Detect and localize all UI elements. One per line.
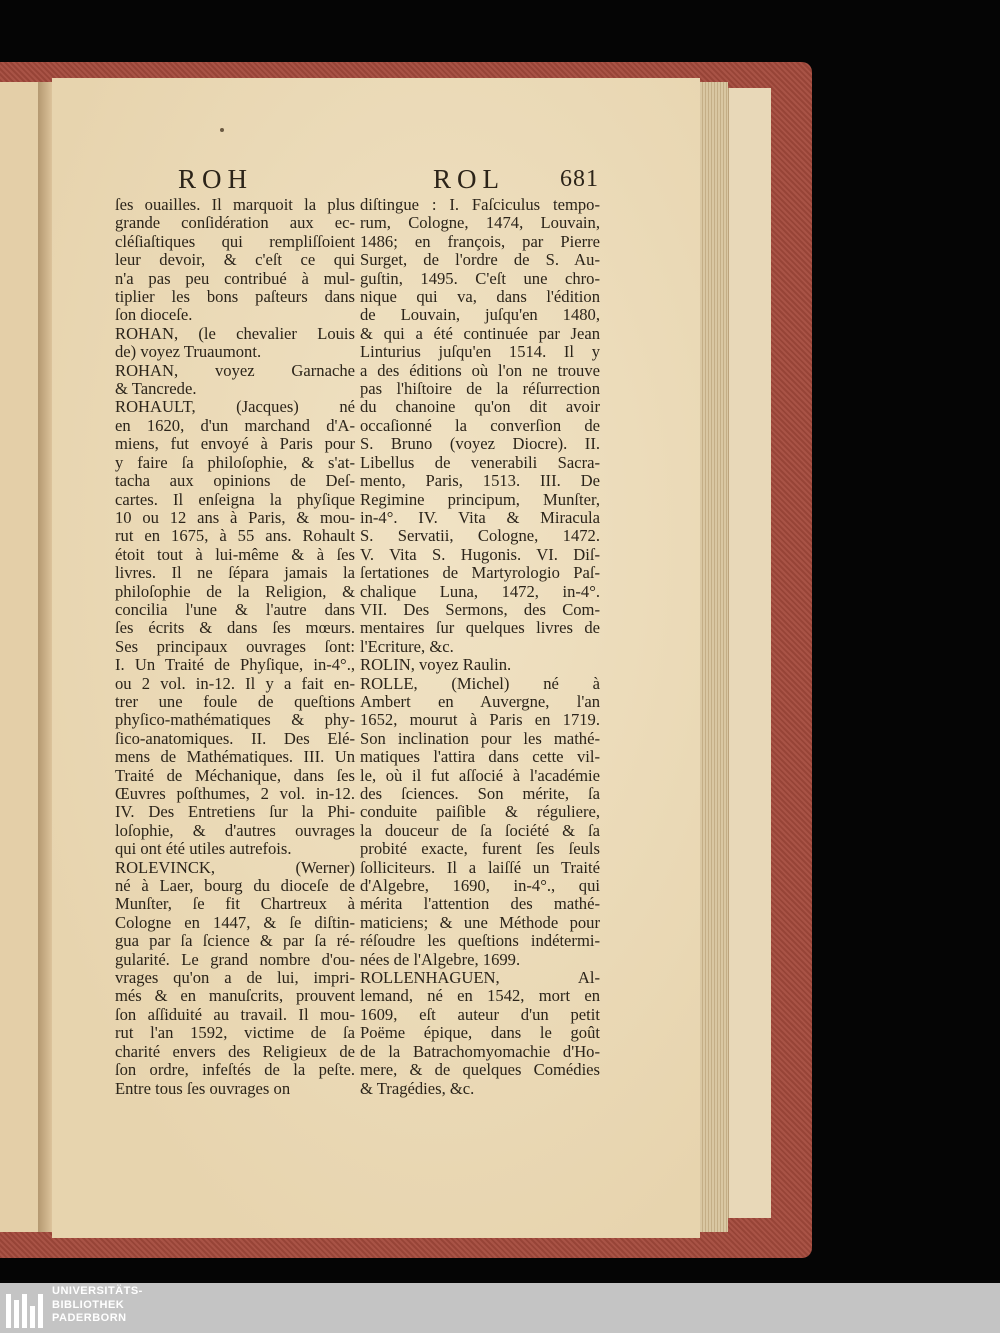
text-line: gularité. Le grand nombre d'ou- [115, 949, 355, 969]
text-line: mere, & de quelques Comédies [360, 1060, 600, 1080]
text-line: loſophie, & d'autres ouvrages [115, 820, 355, 840]
text-line: S. Bruno (voyez Diocre). II. [360, 434, 600, 454]
text-line: phyſico-mathématiques & phy- [115, 710, 355, 730]
text-column-right [360, 196, 600, 1098]
page-number: 681 [560, 166, 599, 192]
text-line: leur devoir, & c'eſt ce qui [115, 250, 355, 270]
text-line: conduite paiſible & réguliere, [360, 802, 600, 822]
library-name-line: BIBLIOTHEK [52, 1298, 125, 1311]
left-page-edge [0, 82, 40, 1232]
text-line: miens, fut envoyé à Paris pour [115, 434, 355, 454]
text-line: mento, Paris, 1513. III. De [360, 471, 600, 491]
text-line: Ses principaux ouvrages ſont: [115, 636, 355, 656]
library-name [52, 1285, 143, 1326]
text-line: tiplier les bons paſteurs dans [115, 287, 355, 307]
text-line: ROHAN, voyez Garnache [115, 360, 355, 380]
text-line: a des éditions où l'on ne trouve [360, 360, 600, 380]
page-edges [700, 82, 728, 1232]
text-column-left [115, 196, 355, 1098]
text-line: d'Algebre, 1690, in-4°., qui [360, 876, 600, 896]
text-line: 10 ou 12 ans à Paris, & mou- [115, 507, 355, 527]
text-line: qui ont été utiles autrefois. [115, 839, 292, 859]
text-line: gua par ſa ſcience & par ſa ré- [115, 931, 355, 951]
text-line: mérita l'attention des mathé- [360, 894, 600, 914]
text-line: diſtingue : I. Faſciculus tempo- [360, 195, 600, 214]
text-line: concilia l'une & l'autre dans [115, 599, 355, 619]
text-line: ſon dioceſe. [115, 305, 193, 325]
text-line: vrages qu'on a de lui, impri- [115, 968, 355, 988]
text-line: IV. Des Entretiens ſur la Phi- [115, 802, 355, 822]
text-line: S. Servatii, Cologne, 1472. [360, 526, 600, 546]
text-line: de la Batrachomyomachie d'Ho- [360, 1041, 600, 1061]
footer-bar [0, 1283, 1000, 1333]
text-line: ROLEVINCK, (Werner) [115, 857, 355, 877]
text-line: lemand, né en 1542, mort en [360, 986, 600, 1006]
text-line: mentaires ſur quelques livres de [360, 618, 600, 638]
text-line: Surget, de l'ordre de S. Au- [360, 250, 600, 270]
library-name-line: UNIVERSITÄTS- [52, 1285, 143, 1297]
text-line: de) voyez Truaumont. [115, 342, 262, 362]
text-line: ſico-anatomiques. II. Des Elé- [115, 728, 355, 748]
text-line: probité exacte, furent ſes ſeuls [360, 839, 600, 859]
text-line: Son inclination pour les mathé- [360, 728, 600, 748]
text-line: VII. Des Sermons, des Com- [360, 599, 600, 619]
text-line: 1486; en françois, par Pierre [360, 231, 600, 251]
text-line: étoit tout à lui-même & à ſes [115, 544, 355, 564]
text-line: més & en manuſcrits, prouvent [115, 986, 355, 1006]
text-line: livres. Il ne ſépara jamais la [115, 563, 355, 583]
text-line: mens de Mathématiques. III. Un [115, 747, 355, 767]
text-line: ROLLE, (Michel) né à [360, 673, 600, 693]
text-line: Poëme épique, dans le goût [360, 1023, 600, 1043]
text-line: ROLIN, voyez Raulin. [360, 655, 512, 675]
text-line: n'a pas peu contribué à mul- [115, 268, 355, 288]
text-line: matiques l'attira dans cette vil- [360, 747, 600, 767]
text-line: en 1620, d'un marchand d'A- [115, 415, 355, 435]
text-line: Munſter, ſe fit Chartreux à [115, 894, 355, 914]
text-line: y faire ſa philoſophie, & s'at- [115, 452, 355, 472]
text-line: Entre tous ſes ouvrages on [115, 1078, 291, 1098]
text-line: nées de l'Algebre, 1699. [360, 949, 521, 969]
text-line: ſes ouailles. Il marquoit la plus [115, 195, 355, 214]
text-line: ſolliciteurs. Il a laiſſé un Traité [360, 857, 600, 877]
text-line: ROHAULT, (Jacques) né [115, 397, 355, 417]
text-line: Libellus de venerabili Sacra- [360, 452, 600, 472]
text-line: ou 2 vol. in-12. Il y a fait en- [115, 673, 355, 693]
text-line: nique qui va, dans l'édition [360, 287, 600, 307]
text-line: trer une foule de queſtions [115, 691, 355, 711]
text-line: ROHAN, (le chevalier Louis [115, 323, 355, 343]
text-line: occaſionné la converſion de [360, 415, 600, 435]
text-line: né à Laer, bourg du dioceſe de [115, 876, 355, 896]
running-head-right: ROL [433, 164, 505, 194]
library-logo-icon [6, 1288, 44, 1328]
text-line: tacha aux opinions de Deſ- [115, 471, 355, 491]
text-line: rut l'an 1592, victime de ſa [115, 1023, 355, 1043]
text-line: cartes. Il enſeigna la phyſique [115, 489, 355, 509]
text-line: Linturius juſqu'en 1514. Il y [360, 342, 600, 362]
text-line: ſes écrits & dans ſes mœurs. [115, 618, 355, 638]
text-line: Ambert en Auvergne, l'an [360, 691, 600, 711]
text-line: cléſiaſtiques qui rempliſſoient [115, 231, 355, 251]
text-line: I. Un Traité de Phyſique, in-4°., [115, 655, 355, 675]
text-line: maticiens; & une Méthode pour [360, 912, 600, 932]
text-line: & qui a été continuée par Jean [360, 323, 600, 343]
text-line: de Louvain, juſqu'en 1480, [360, 305, 600, 325]
text-line: l'Ecriture, &c. [360, 636, 454, 656]
text-line: & Tragédies, &c. [360, 1078, 475, 1098]
text-line: V. Vita S. Hugonis. VI. Diſ- [360, 544, 600, 564]
text-line: & Tancrede. [115, 379, 197, 399]
text-line: la douceur de ſa ſociété & ſa [360, 820, 600, 840]
text-line: pas l'hiſtoire de la réſurrection [360, 379, 600, 399]
text-line: du chanoine qu'on dit avoir [360, 397, 600, 417]
inner-page [728, 88, 771, 1218]
text-line: ROLLENHAGUEN, Al- [360, 968, 600, 988]
text-line: Regimine principum, Munſter, [360, 489, 600, 509]
text-line: charité envers des Religieux de [115, 1041, 355, 1061]
text-line: 1609, eſt auteur d'un petit [360, 1004, 600, 1024]
text-line: ſon ordre, infeſtés de la peſte. [115, 1060, 355, 1080]
text-line: Œuvres poſthumes, 2 vol. in-12. [115, 784, 355, 803]
running-head-left: ROH [178, 164, 254, 194]
book-gutter [38, 82, 52, 1232]
text-line: Cologne en 1447, & ſe diſtin- [115, 912, 355, 932]
text-line: réſoudre les queſtions indétermi- [360, 931, 600, 951]
text-line: philoſophie de la Religion, & [115, 581, 355, 601]
library-name-line: PADERBORN [52, 1312, 127, 1324]
text-line: guſtin, 1495. C'eſt une chro- [360, 268, 600, 288]
text-line: grande conſidération aux ec- [115, 213, 355, 233]
text-line: ſon aſſiduité au travail. Il mou- [115, 1004, 355, 1024]
page-mark [220, 128, 224, 132]
text-line: des ſciences. Son mérite, ſa [360, 784, 600, 803]
text-line: Traité de Méchanique, dans ſes [115, 765, 355, 785]
text-line: in-4°. IV. Vita & Miracula [360, 507, 600, 527]
text-line: 1652, mourut à Paris en 1719. [360, 710, 600, 730]
text-line: ſertationes de Martyrologio Paſ- [360, 563, 600, 583]
text-line: chalique Luna, 1472, in-4°. [360, 581, 600, 601]
text-line: rum, Cologne, 1474, Louvain, [360, 213, 600, 233]
text-line: le, où il fut aſſocié à l'académie [360, 765, 600, 785]
text-line: rut en 1675, à 55 ans. Rohault [115, 526, 355, 546]
